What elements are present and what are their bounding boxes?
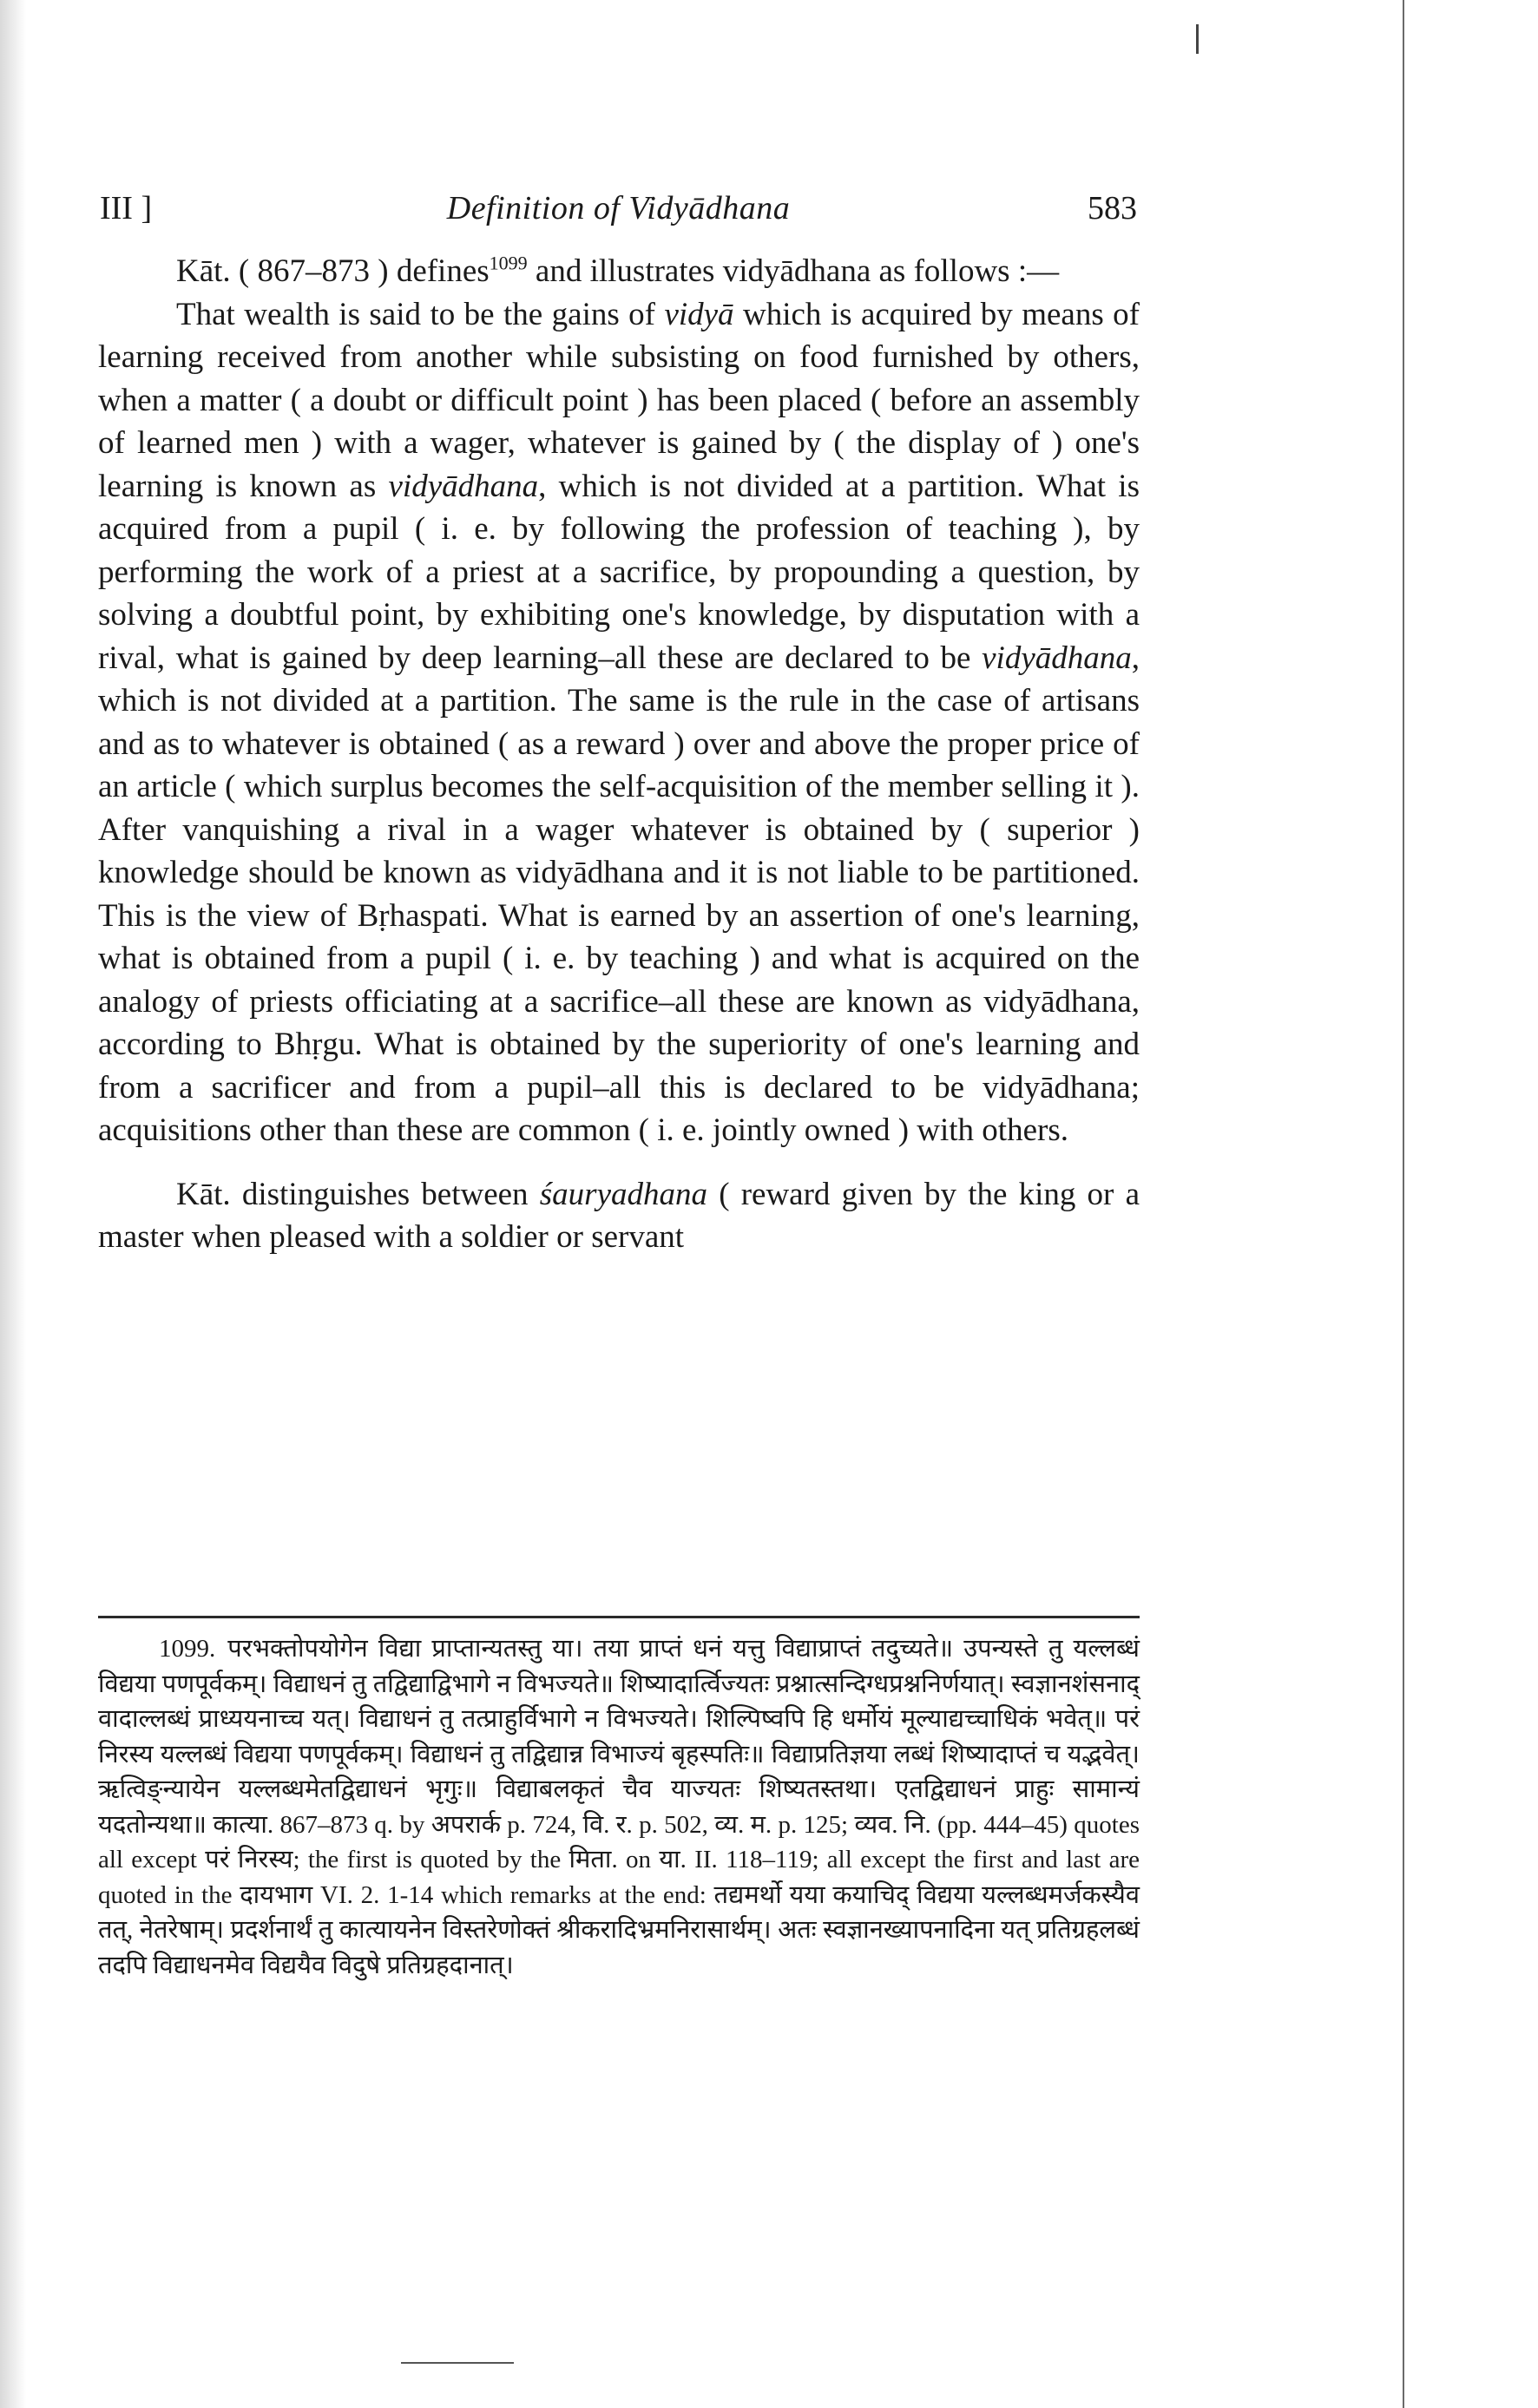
footnote-devanagari-term: दायभाग	[240, 1880, 313, 1909]
page-edge-line	[1403, 0, 1404, 2408]
paragraph-translation	[98, 293, 1140, 1152]
footnote-1099	[98, 1631, 1140, 1983]
footnote-text: II. 118–119; all except the first and last are quoted in the	[98, 1846, 1140, 1909]
footnote-devanagari-term: मिता.	[569, 1846, 618, 1873]
footnote-sanskrit-text: परभक्तोपयोगेन विद्या प्राप्तान्यतस्तु या। तया प्राप्तं धनं यत्तु विद्याप्राप्तं तदुच्यते॥ उपन्यस्ते तु यल्लब्धं विद्यया पणपूर्वकम्। विद्याधनं तु तद्विद्याद्विभागे न विभज्यते॥ शिष्यादार्त्विज्यतः प्रश्नात्सन्दिग्धप्रश्ननिर्णयात्। स्वज्ञानशंसनाद् वादाल्लब्धं प्राध्ययनाच्च यत्। विद्याधनं तु तत्प्राहुर्विभागे न विभज्यते। शिल्पिष्वपि हि धर्मोयं मूल्याद्यच्चाधिकं भवेत्॥ परं निरस्य यल्लब्धं विद्यया पणपूर्वकम्। विद्याधनं तु तद्विद्यान्न विभाज्यं बृहस्पतिः॥ विद्याप्रतिज्ञया लब्धं शिष्यादाप्तं च यद्भवेत्। ऋत्विङ्न्यायेन यल्लब्धमेतद्विद्याधनं भृगुः॥ विद्याबलकृतं चैव याज्यतः शिष्यतस्तथा। एतद्विद्याधनं प्राहुः सामान्यं यदतोन्यथा॥ कात्या. 867–873 q. by अपरार्क p. 724, वि. र. p. 502, व्य. म. p. 125; व्यव. नि. (pp. 444–45) quotes all except	[98, 1635, 1140, 1873]
paragraph-text: ( reward given by the king or a master when pleased with a soldier or servant	[98, 1176, 1140, 1255]
main-text	[98, 250, 1140, 1259]
italic-term: vidyādhana	[388, 468, 539, 504]
paragraph-text: , which is not divided at a partition. The same is the rule in the case of artisans and as to whatever is obtained ( as a reward ) over and above the proper price of an article ( which surplus becomes the self-acquisition of the member selling it ). After vanquishing a rival in a wager whatever is obtained by ( superior ) knowledge should be known as vidyādhana and it is not liable to be partitioned. This is the view of Bṛhaspati. What is earned by an assertion of one's learning, what is obtained from a pupil ( i. e. by teaching ) and what is acquired on the analogy of priests officiating at a sacrifice–all these are known as vidyādhana, according to Bhṛgu. What is obtained by the superiority of one's learning and from a sacrificer and from a pupil–all this is declared to be vidyādhana; acquisitions other than these are common ( i. e. jointly owned ) with others.	[98, 640, 1140, 1148]
italic-term: śauryadhana	[539, 1176, 707, 1212]
footnote-paragraph	[98, 1631, 1140, 1983]
italic-term: vidyā	[664, 296, 734, 332]
bottom-rule	[401, 2362, 514, 2364]
page-number: 583	[1088, 190, 1137, 226]
paragraph-intro	[98, 250, 1140, 293]
paragraph-saurya	[98, 1173, 1140, 1259]
footnote-number: 1099.	[159, 1635, 216, 1663]
footnote-reference: 1099	[489, 252, 528, 274]
footnote-text: ; the first is quoted by the	[292, 1846, 569, 1873]
running-head	[100, 184, 1137, 233]
footnote-devanagari-term: परं निरस्य	[205, 1846, 293, 1873]
footnote-text: on	[617, 1846, 660, 1873]
footnote-text: VI. 2. 1-14 which remarks at the end: तद्यमर्थो यया कयाचिद् विद्यया यल्लब्धमर्जकस्यैव तत्, नेतरेषाम्। प्रदर्शनार्थं तु कात्यायनेन विस्तरेणोक्तं श्रीकरादिभ्रमनिरासार्थम्। अतः स्वज्ञानख्यापनादिना यत् प्रतिग्रहलब्धं तदपि विद्याधनमेव विद्ययैव विदुषे प्रतिग्रहदानात्।	[98, 1880, 1140, 1979]
paragraph-text: and illustrates vidyādhana as follows :—	[527, 253, 1060, 289]
footnote-devanagari-term: या.	[659, 1846, 687, 1873]
paragraph-text: That wealth is said to be the gains of	[176, 296, 665, 332]
running-title: Definition of Vidyādhana	[446, 190, 791, 226]
paragraph-text: Kāt. ( 867–873 ) defines	[176, 253, 490, 289]
paragraph-text: , which is not divided at a partition. What is acquired from a pupil ( i. e. by following the profession of teaching ), by performing the work of a priest at a sacrifice, by propounding a question, by solving a doubtful point, by exhibiting one's knowledge, by disputation with a rival, what is gained by deep learning–all these are declared to be	[98, 468, 1140, 676]
italic-term: vidyādhana	[982, 640, 1132, 676]
chapter-marker: III ]	[100, 190, 153, 226]
footnote-separator	[98, 1616, 1140, 1618]
paragraph-text: which is acquired by means of learning received from another while subsisting on food furnished by others, when a matter ( a doubt or difficult point ) has been placed ( before an assembly of learned men ) with a wager, whatever is gained by ( the display of ) one's learning is known as	[98, 296, 1140, 504]
paragraph-text: Kāt. distinguishes between	[176, 1176, 540, 1212]
page-edge-mark	[1196, 24, 1199, 54]
page-gutter-shadow	[0, 0, 26, 2408]
